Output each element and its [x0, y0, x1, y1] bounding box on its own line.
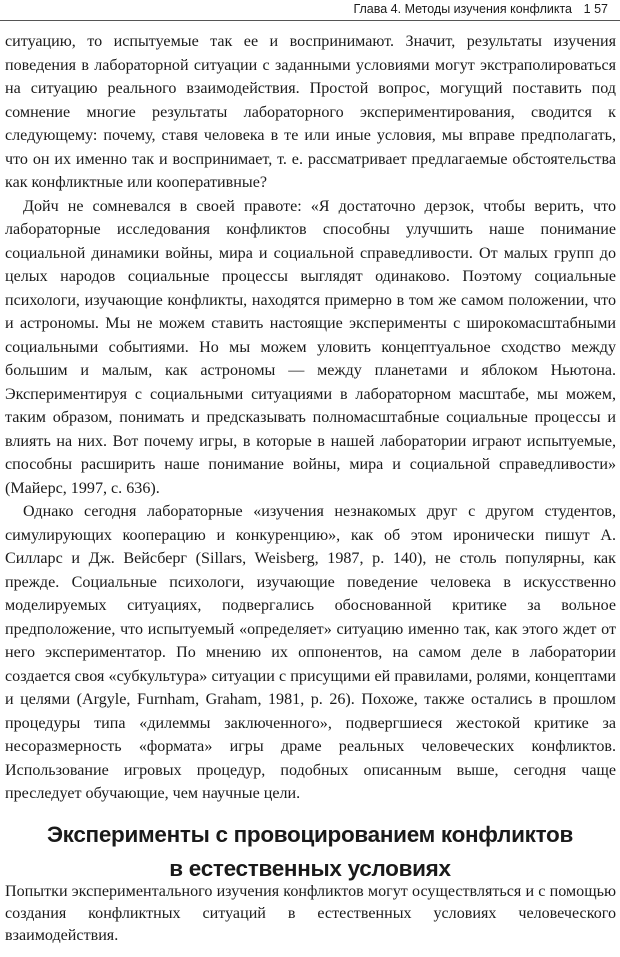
- paragraph-3: Однако сегодня лабораторные «изучения незнакомых друг с другом студентов, симулирующих кооперацию и конкуренцию», как об этом иронически пишут А. Силларс и Дж. Вейсберг (Sillars, Weisberg, 1987, p. 140), не столь популярны, как прежде. Социальные психологи, изучающие поведение человека в искусственно моделируемых ситуациях, подвергались обоснованной критике за вольное предположение, что испытуемый «определяет» ситуацию именно так, как этого ждет от него экспериментатор. По мнению их оппонентов, на самом деле в лаборатории создается своя «субкультура» ситуации с присущими ей правилами, ролями, концептами и целями (Argyle, Furnham, Graham, 1981, p. 26). Похоже, также остались в прошлом процедуры типа «дилеммы заключенного», подвергшиеся жестокой критике за несоразмерность «формата» игры драме реальных человеческих конфликтов. Использование игровых процедур, подобных описанным выше, сегодня чаще преследует обучающие, чем научные цели.: [5, 503, 616, 802]
- running-header: [0, 0, 620, 20]
- paragraph-2: Дойч не сомневался в своей правоте: «Я достаточно дерзок, чтобы верить, что лабораторные исследования конфликтов способны улучшить наше понимание социальной динамики войны, мира и социальной справедливости. От малых групп до целых народов социальные процессы выглядят одинаково. Поэтому социальные психологи, изучающие конфликты, находятся примерно в том же самом положении, что и астрономы. Мы не можем ставить настоящие эксперименты с широкомасштабными социальными событиями. Но мы можем уловить концептуальное сходство между большим и малым, как астрономы — между планетами и яблоком Ньютона. Экспериментируя с социальными ситуациями в лабораторном масштабе, мы можем, таким образом, понимать и предсказывать полномасштабные социальные процессы и влиять на них. Вот почему игры, в которые в нашей лаборатории играют испытуемые, способны расширить наше понимание войны, мира и социальной справедливости» (Майерс, 1997, с. 636).: [5, 197, 616, 497]
- section-paragraph: Попытки экспериментального изучения конфликтов могут осуществляться и с помощью создания конфликтных ситуаций в естественных условиях человеческого взаимодействия.: [5, 883, 616, 944]
- section-heading-line-1: Эксперименты с провоцированием конфликтов: [46, 822, 574, 847]
- section-heading: [0, 818, 620, 886]
- header-rule: [0, 20, 620, 21]
- section-heading-line-2: в естественных условиях: [169, 856, 451, 881]
- section-text: [5, 881, 616, 947]
- paragraph-1: ситуацию, то испытуемые так ее и воспринимают. Значит, результаты изучения поведения в лабораторной ситуации с заданными условиями могут экстраполироваться на ситуацию реального взаимодействия. Простой вопрос, могущий поставить под сомнение многие результаты лабораторного экспериментирования, сводится к следующему: почему, ставя человека в те или иные условия, мы вправе предполагать, что он их именно так и воспринимает, т. е. рассматривает предлагаемые обстоятельства как конфликтные или кооперативные?: [5, 33, 616, 191]
- chapter-title: Глава 4. Методы изучения конфликта: [353, 2, 572, 16]
- main-text: [5, 30, 616, 806]
- page-number: 1 57: [583, 2, 608, 16]
